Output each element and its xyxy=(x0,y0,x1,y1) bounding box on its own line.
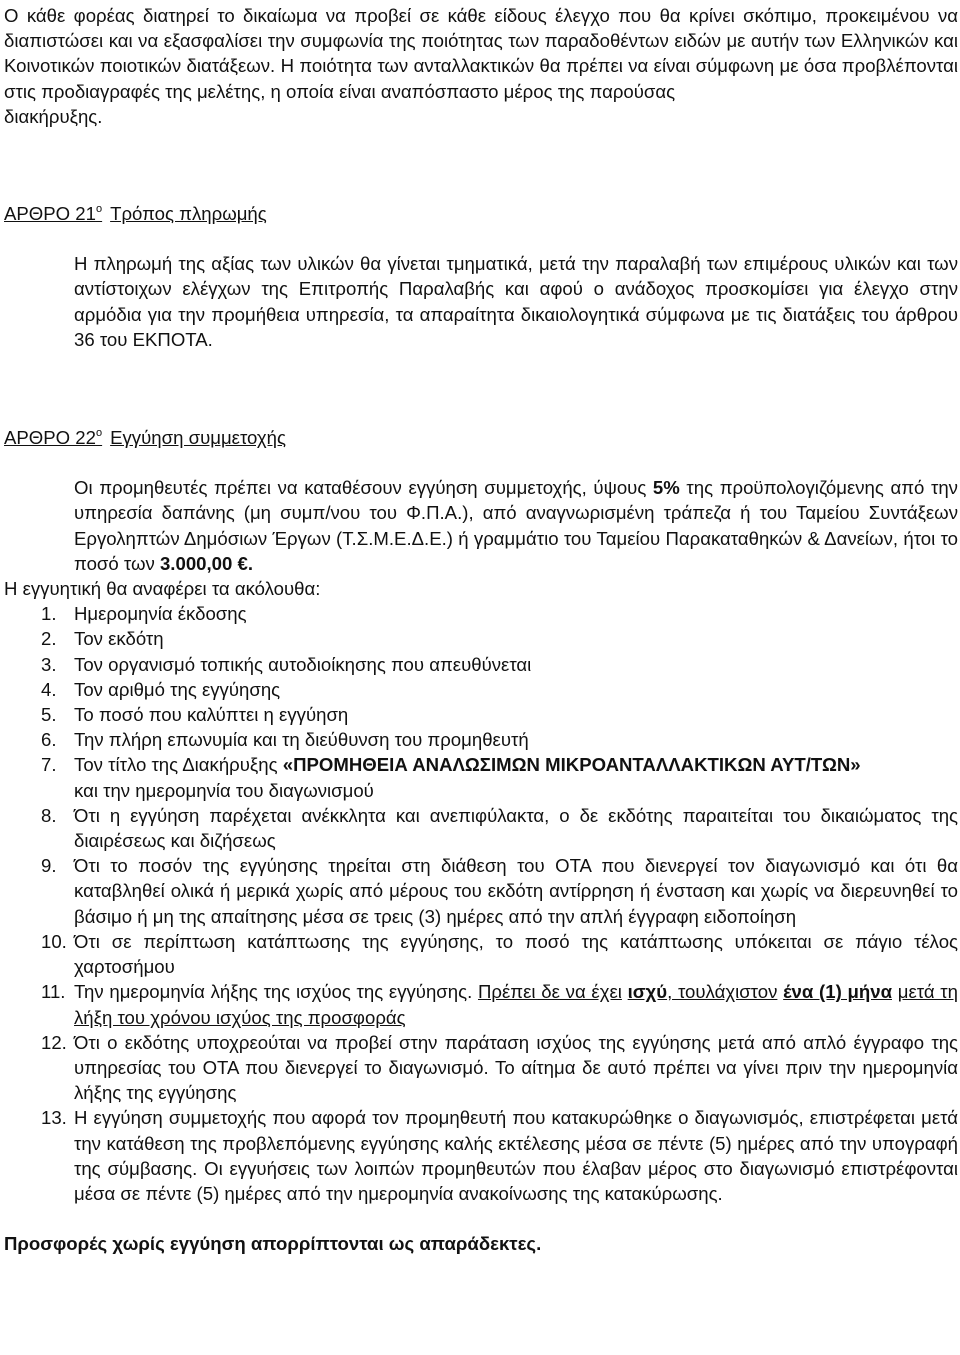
article-22-number: ΑΡΘΡΟ $22^o$ xyxy=(4,427,103,449)
list-item: 11. Την ημερομηνία λήξης της ισχύος της εγγύησης. Πρέπει δε να έχει ισχύ, τουλάχιστον ένα (1) μήνα μετά τη λήξη του χρόνου ισχύος της προσφοράς xyxy=(41,981,958,1028)
tender-title: «ΠΡΟΜΗΘΕΙΑ ΑΝΑΛΩΣΙΜΩΝ ΜΙΚΡΟΑΝΤΑΛΛΑΚΤΙΚΩΝ ΑΥΤ/ΤΩΝ» xyxy=(282,754,861,776)
closing-statement: Προσφορές χωρίς εγγύηση απορρίπτονται ως απαράδεκτες. xyxy=(4,1233,542,1255)
article-22-body: Οι προμηθευτές πρέπει να καταθέσουν εγγύηση συμμετοχής, ύψους 5% της προϋπολογιζόμενης από την υπηρεσία δαπάνης (μη συμπ/νου του Φ.Π.Α.), από αναγνωρισμένη τράπεζα ή του Ταμείου Συντάξεων Εργοληπτών Δημόσιων Έργων (Τ.Σ.Μ.Ε.Δ.Ε.) ή γραμμάτιο του Ταμείου Παρακαταθηκών & Δανείων, ήτοι το ποσό των 3.000,00 €. xyxy=(74,477,958,574)
intro-paragraph-end: διακήρυξης. xyxy=(4,105,103,127)
article-21-title: Τρόπος πληρωμής xyxy=(110,203,267,225)
article-21-body: Η πληρωμή της αξίας των υλικών θα γίνεται τμηματικά, μετά την παραλαβή των επιμέρους υλικών και των αντίστοιχων ελέγχων της Επιτροπής Παραλαβής και αφού ο ανάδοχος προσκομίσει για έλεγχο στην αρμόδια για την προμήθεια υπηρεσία, τα απαραίτητα δικαιολογητικά σύμφωνα με τις διατάξεις του άρθρου 36 του ΕΚΠΟΤΑ. xyxy=(74,253,958,350)
list-item: 3. Τον οργανισμό τοπικής αυτοδιοίκησης που απευθύνεται xyxy=(41,653,532,675)
article-22-title: Εγγύηση συμμετοχής xyxy=(110,427,286,449)
list-item: 5. Το ποσό που καλύπτει η εγγύηση xyxy=(41,704,349,726)
list-item: 2. Τον εκδότη xyxy=(41,628,164,650)
guarantee-requirements-list xyxy=(4,601,958,1206)
list-intro: Η εγγυητική θα αναφέρει τα ακόλουθα: xyxy=(4,578,321,600)
list-item: 1. Ημερομηνία έκδοσης xyxy=(41,603,247,625)
intro-paragraph: Ο κάθε φορέας διατηρεί το δικαίωμα να προβεί σε κάθε είδους έλεγχο που θα κρίνει σκόπιμο, προκειμένου να διαπιστώσει και να εξασφαλίσει την συμφωνία της ποιότητας των παραδοθέντων ειδών με αυτήν των Ελληνικών και Κοινοτικών ποιοτικών διατάξεων. Η ποιότητα των ανταλλακτικών θα πρέπει να είναι σύμφωνη με όσα προβλέπονται στις προδιαγραφές της μελέτης, η οποία είναι αναπόσπαστο μέρος της παρούσας xyxy=(4,5,958,102)
list-item: 6. Την πλήρη επωνυμία και τη διεύθυνση του προμηθευτή xyxy=(41,729,529,751)
article-21-number: ΑΡΘΡΟ $21^o$ xyxy=(4,203,103,225)
list-item: 9. Ότι το ποσόν της εγγύησης τηρείται στη διάθεση του ΟΤΑ που διενεργεί τον διαγωνισμό και ότι θα καταβληθεί ολικά ή μερικά χωρίς από μέρους του εκδότη αντίρρηση ή ένσταση και χωρίς να διερευνηθεί το βάσιμο ή μη της απαίτησης μέσα σε τρεις (3) ημέρες από την απλή έγγραφη ειδοποίηση xyxy=(41,855,958,927)
article-22-heading xyxy=(4,425,958,450)
list-item: 12. Ότι ο εκδότης υποχρεούται να προβεί στην παράταση ισχύος της εγγύησης μετά από απλό έγγραφο της υπηρεσίας του ΟΤΑ που διενεργεί το διαγωνισμό. Το αίτημα δε αυτό πρέπει να γίνει πριν την ημερομηνία λήξης της εγγύησης xyxy=(41,1031,958,1104)
list-item: 7. Τον τίτλο της Διακήρυξης «ΠΡΟΜΗΘΕΙΑ ΑΝΑΛΩΣΙΜΩΝ ΜΙΚΡΟΑΝΤΑΛΛΑΚΤΙΚΩΝ ΑΥΤ/ΤΩΝ» και την ημερομηνία του διαγωνισμού xyxy=(41,754,861,801)
article-21-heading xyxy=(4,201,958,226)
list-item: 10. Ότι σε περίπτωση κατάπτωσης της εγγύησης, το ποσό της κατάπτωσης υπόκειται σε πάγιο τέλος χαρτοσήμου xyxy=(41,930,958,978)
list-item: 13. Η εγγύηση συμμετοχής που αφορά τον προμηθευτή που κατακυρώθηκε ο διαγωνισμός, επιστρέφεται μετά την κατάθεση της προβλεπόμενης εγγύησης καλής εκτέλεσης μέσα σε πέντε (5) ημέρες από την υπογραφή της σύμβασης. Οι εγγυήσεις των λοιπών προμηθευτών που έλαβαν μέρος στο διαγωνισμό επιστρέφονται μέσα σε πέντε (5) ημέρες από την ημερομηνία ανακοίνωσης της κατακύρωσης. xyxy=(41,1107,958,1204)
guarantee-amount: 3.000,00 €. xyxy=(159,552,254,574)
list-item: 8. Ότι η εγγύηση παρέχεται ανέκκλητα και ανεπιφύλακτα, ο δε εκδότης παραιτείται του δικαιώματος της διαιρέσεως και διζήσεως xyxy=(41,804,958,852)
document-page xyxy=(0,3,960,1355)
list-item: 4. Τον αριθμό της εγγύησης xyxy=(41,678,281,700)
guarantee-percent: 5% xyxy=(652,477,680,499)
